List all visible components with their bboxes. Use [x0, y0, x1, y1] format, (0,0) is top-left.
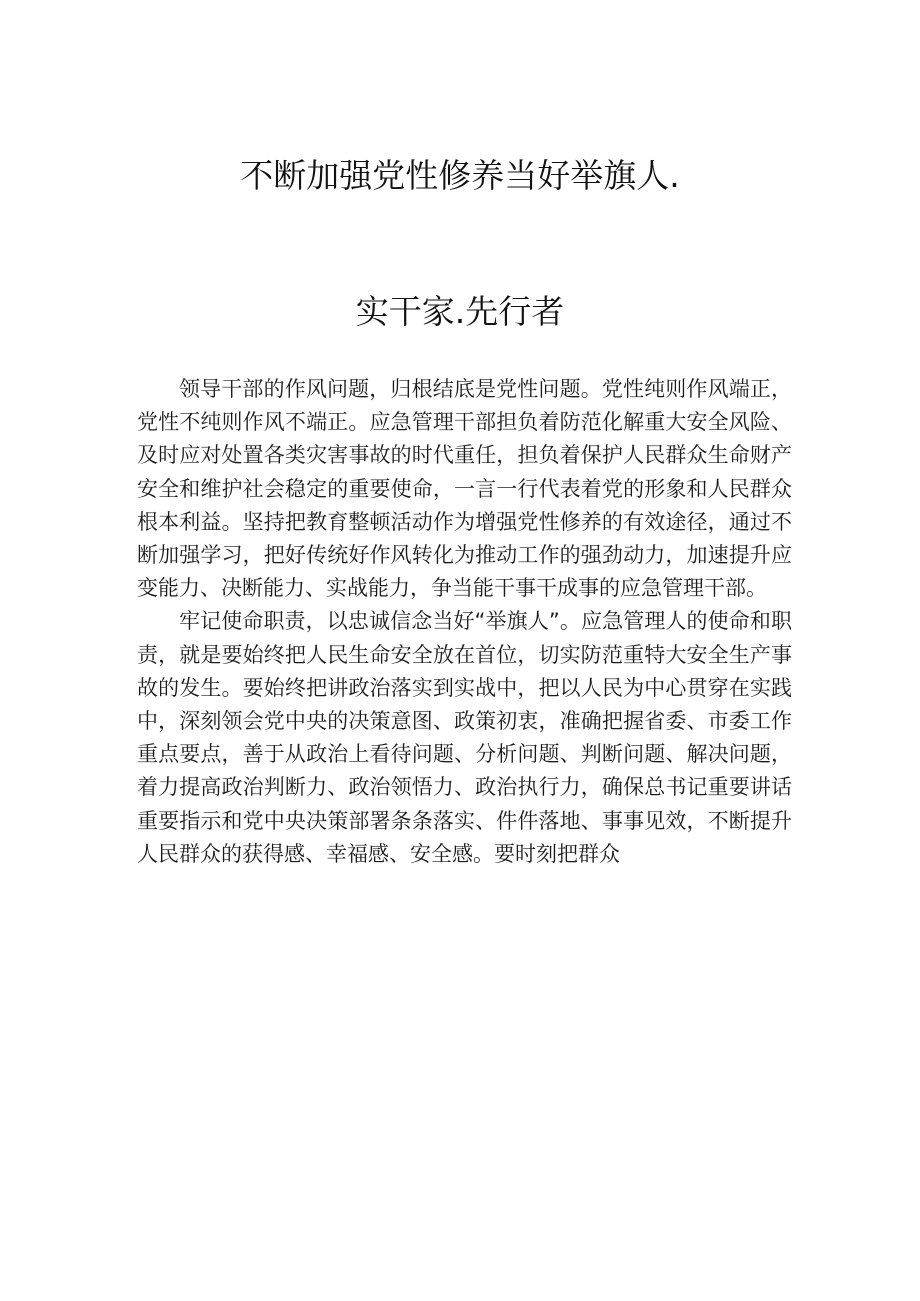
document-title-line-2: 实干家.先行者: [355, 292, 565, 331]
document-body: [137, 373, 792, 871]
paragraph-2: 牢记使命职责，以忠诚信念当好“举旗人”。应急管理人的使命和职责，就是要始终把人民生命安全放在首位，切实防范重特大安全生产事故的发生。要始终把讲政治落实到实战中，把以人民为中心贯穿在实践中，深刻领会党中央的决策意图、政策初衷，准确把握省委、市委工作重点要点，善于从政治上看待问题、分析问题、判断问题、解决问题，着力提高政治判断力、政治领悟力、政治执行力，确保总书记重要讲话重要指示和党中央决策部署条条落实、件件落地、事事见效，不断提升人民群众的获得感、幸福感、安全感。要时刻把群众: [137, 609, 792, 866]
paragraph-1: 领导干部的作风问题，归根结底是党性问题。党性纯则作风端正，党性不纯则作风不端正。应急管理干部担负着防范化解重大安全风险、及时应对处置各类灾害事故的时代重任，担负着保护人民群众生命财产安全和维护社会稳定的重要使命，一言一行代表着党的形象和人民群众根本利益。坚持把教育整顿活动作为增强党性修养的有效途径，通过不断加强学习，把好传统好作风转化为推动工作的强劲动力，加速提升应变能力、决断能力、实战能力，争当能干事干成事的应急管理干部。: [137, 377, 792, 601]
document-title-line-1: 不断加强党性修养当好举旗人.: [240, 156, 680, 195]
